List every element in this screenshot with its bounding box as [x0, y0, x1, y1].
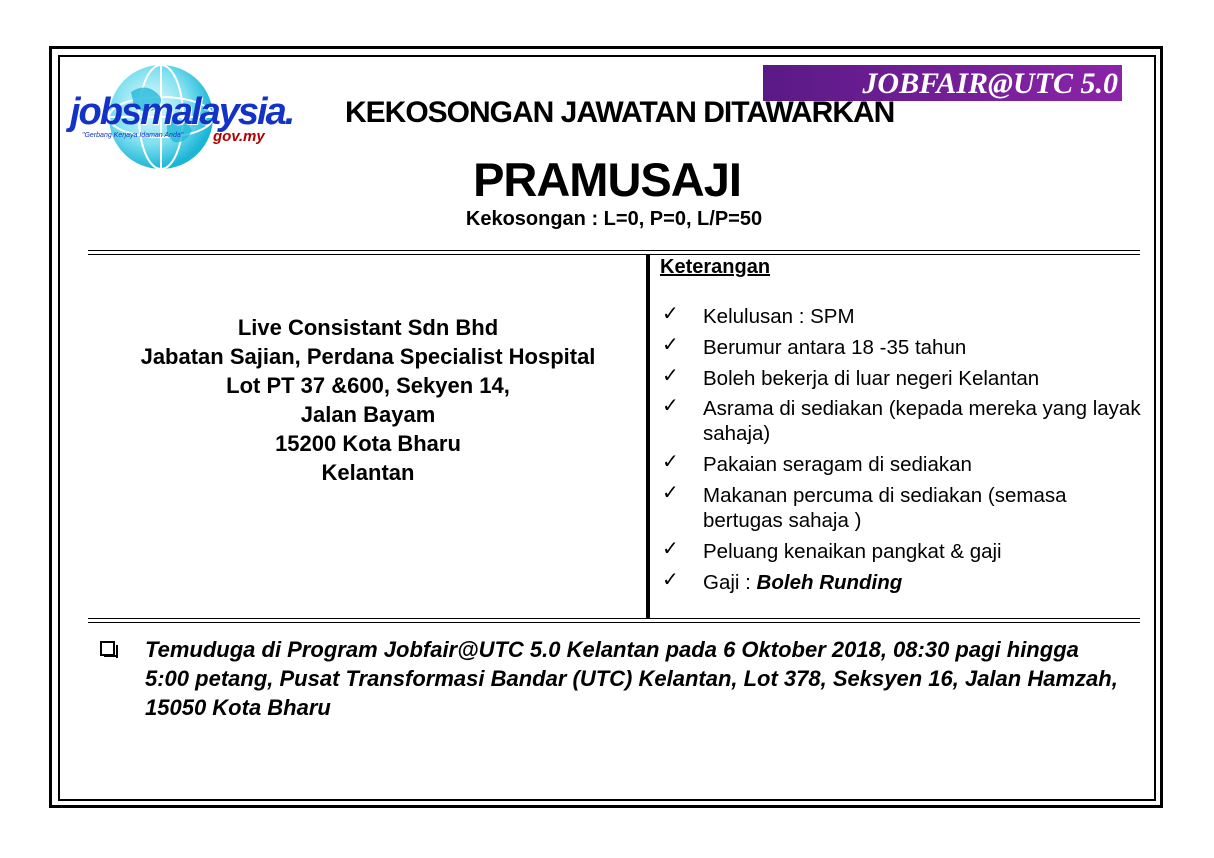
list-item-text: Asrama di sediakan (kepada mereka yang layak sahaja) — [703, 397, 1141, 445]
employer-street: Jalan Bayam — [300, 402, 436, 427]
checkmark-icon: ✓ — [662, 395, 679, 417]
logo-domain: gov.my — [213, 128, 265, 145]
interview-text: Temuduga di Program Jobfair@UTC 5.0 Kelantan pada 6 Oktober 2018, 08:30 pagi hingga 5:00 petang, Pusat Transformasi Bandar (UTC) Kelantan, Lot 378, Seksyen 16, Jalan Hamzah, 15050 Kota Bharu — [145, 637, 1118, 720]
list-item-text: Berumur antara 18 -35 tahun — [703, 336, 967, 359]
vacancy-count: Kekosongan : L=0, P=0, L/P=50 — [465, 208, 763, 230]
logo-brand-jobs: jobs — [70, 91, 141, 133]
employer-state: Kelantan — [321, 460, 415, 485]
checkmark-icon: ✓ — [662, 482, 679, 504]
checkmark-icon: ✓ — [662, 303, 679, 325]
jobfair-badge-text: JOBFAIR@UTC 5.0 — [862, 67, 1118, 100]
employer-postcode-city: 15200 Kota Bharu — [275, 431, 461, 456]
employer-name: Live Consistant Sdn Bhd — [237, 315, 499, 340]
details-title: Keterangan — [660, 256, 771, 278]
list-item-text: Boleh bekerja di luar negeri Kelantan — [703, 367, 1040, 390]
checkbox-bullet-icon — [100, 641, 115, 656]
logo-brand-malaysia: malaysia. — [140, 91, 294, 133]
divider-top-2 — [88, 254, 1140, 255]
divider-bottom-1 — [88, 618, 1140, 619]
checkmark-icon: ✓ — [662, 569, 679, 591]
employer-lot: Lot PT 37 &600, Sekyen 14, — [226, 373, 510, 398]
list-item-text: Makanan percuma di sediakan (semasa bertugas sahaja ) — [703, 484, 1067, 532]
checkmark-icon: ✓ — [662, 365, 679, 387]
divider-top-1 — [88, 250, 1140, 251]
checkmark-icon: ✓ — [662, 538, 679, 560]
logo-brand — [70, 92, 293, 132]
salary-line — [703, 570, 1143, 595]
page-heading: KEKOSONGAN JAWATAN DITAWARKAN — [345, 96, 895, 129]
divider-bottom-2 — [88, 622, 1140, 623]
list-item-text: Kelulusan : SPM — [703, 305, 855, 328]
logo-tagline: "Gerbang Kerjaya Idaman Anda" — [82, 132, 184, 139]
salary-label: Gaji : — [703, 571, 757, 594]
list-item-text: Peluang kenaikan pangkat & gaji — [703, 540, 1002, 563]
checkmark-icon: ✓ — [662, 334, 679, 356]
list-item-text: Pakaian seragam di sediakan — [703, 453, 972, 476]
employer-department: Jabatan Sajian, Perdana Specialist Hospital — [140, 344, 596, 369]
checkmark-icon: ✓ — [662, 451, 679, 473]
position-title: PRAMUSAJI — [473, 153, 741, 206]
salary-value: Boleh Runding — [756, 571, 903, 594]
employer-address — [88, 313, 648, 487]
